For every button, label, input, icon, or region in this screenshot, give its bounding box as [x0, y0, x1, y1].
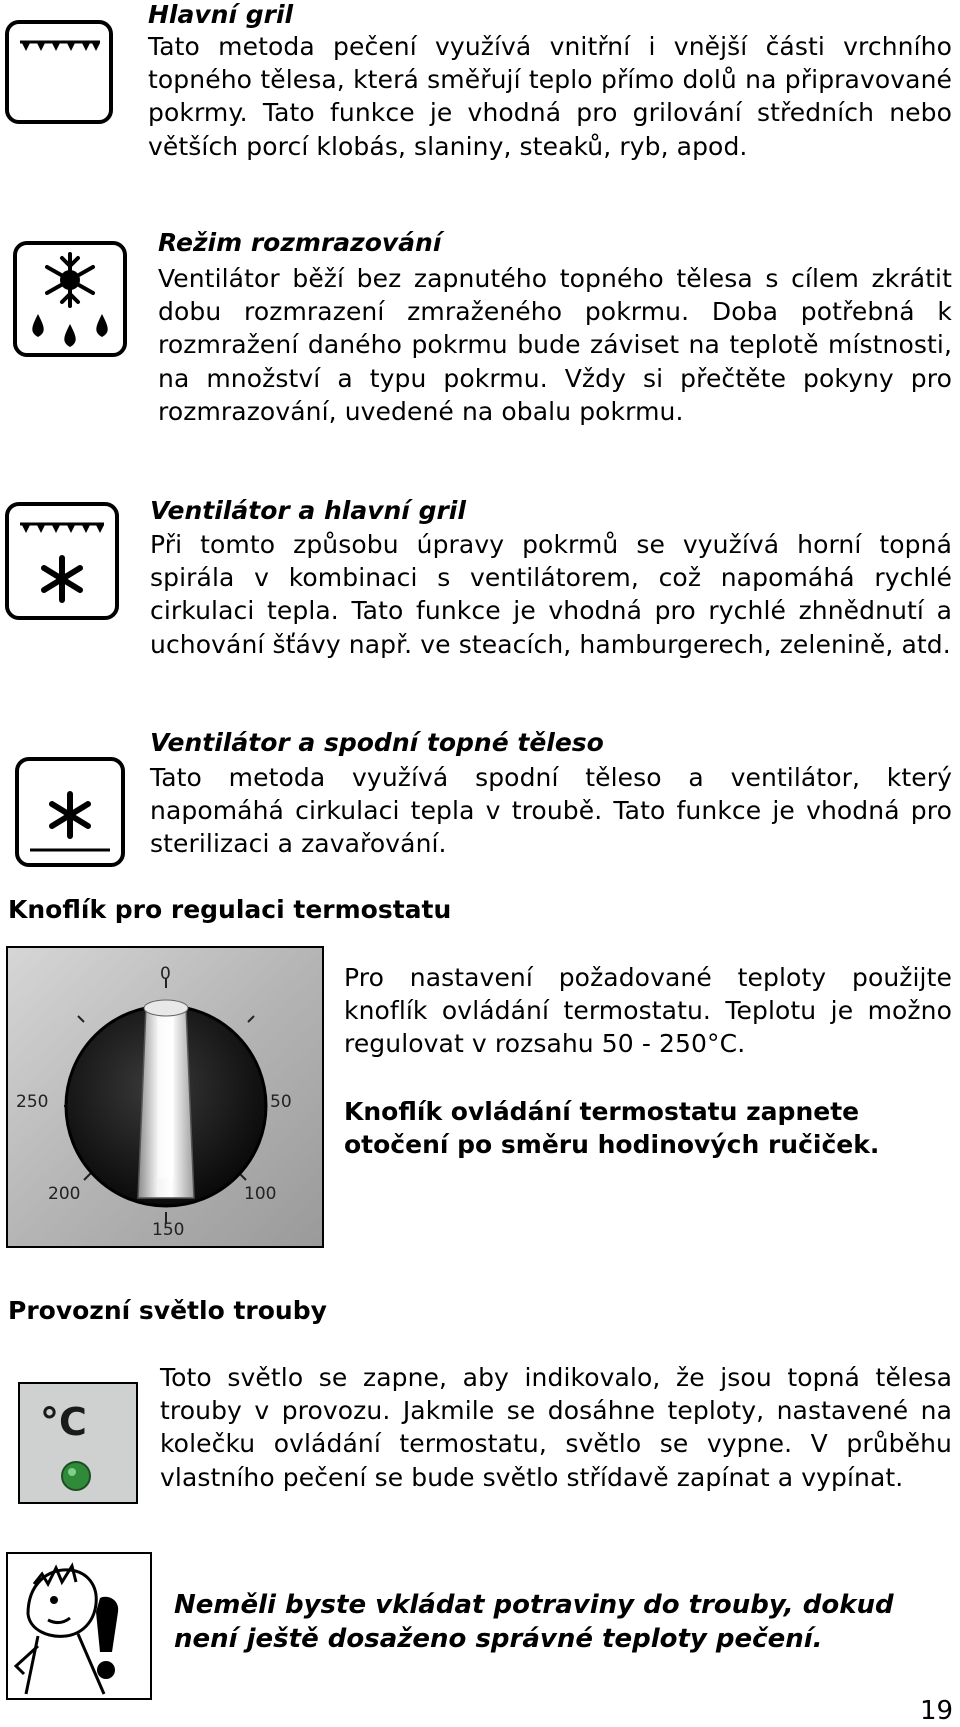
section-text-termostat: Pro nastavení požadované teploty použijte knoflík ovládání termostatu. Teplotu je možno regulovat v rozsahu 50 - 250°C. — [344, 963, 952, 1059]
section-text-svetlo: Toto světlo se zapne, aby indikovalo, že jsou topná tělesa trouby v provozu. Jakmile se dosáhne teploty, nastavené na kolečku ovládání termostatu, světlo se vypne. V průběhu vlastního pečení se bude světlo střídavě zapínat a vypínat. — [160, 1363, 952, 1492]
section-title-rozmrazovani: Režim rozmrazování — [158, 228, 442, 257]
section-text-ventilator-spodni: Tato metoda využívá spodní těleso a ventilátor, který napomáhá cirkulaci tepla v troubě. Tato funkce je vhodná pro sterilizaci a zavařování. — [150, 763, 952, 859]
dial-label-150: 150 — [152, 1220, 185, 1240]
dial-label-250: 250 — [16, 1092, 49, 1112]
warning-text: Neměli byste vkládat potraviny do trouby, dokud není ještě dosaženo správné teploty pečení. — [174, 1590, 894, 1654]
section-text-rozmrazovani: Ventilátor běží bez zapnutého topného tělesa s cílem zkrátit dobu rozmrazení zmraženého pokrmu. Doba potřebná k rozmražení daného pokrmu bude záviset na teplotě místnosti, na množství a typu pokrmu. Vždy si přečtěte pokyny pro rozmrazování, uvedené na obalu pokrmu. — [158, 264, 952, 426]
dial-label-100: 100 — [244, 1184, 277, 1204]
indicator-light-image — [18, 1382, 138, 1504]
fan-bottom-heat-icon — [14, 756, 128, 870]
fan-grill-icon — [4, 500, 122, 622]
defrost-icon — [12, 240, 130, 360]
thermostat-dial-image — [6, 946, 324, 1248]
section-title-hlavni-gril: Hlavní gril — [148, 0, 294, 29]
section-bold-termostat: Knoflík ovládání termostatu zapnete otočení po směru hodinových ručiček. — [344, 1097, 880, 1159]
section-title-ventilator-spodni: Ventilátor a spodní topné těleso — [150, 728, 604, 757]
section-text-hlavni-gril: Tato metoda pečení využívá vnitřní i vnější části vrchního topného tělesa, která směřují teplo přímo dolů na připravované pokrmy. Tato funkce je vhodná pro grilování středních nebo větších porcí klobás, slaniny, steaků, ryb, apod. — [148, 32, 952, 161]
section-title-svetlo: Provozní světlo trouby — [8, 1296, 327, 1325]
section-title-termostat: Knoflík pro regulaci termostatu — [8, 895, 452, 924]
dial-label-0: 0 — [160, 964, 171, 984]
celsius-symbol: °C — [40, 1400, 87, 1444]
section-text-ventilator-gril: Při tomto způsobu úpravy pokrmů se využívá horní topná spirála v kombinaci s ventilátorem, což napomáhá rychlé cirkulaci tepla. Tato funkce je vhodná pro rychlé zhnědnutí a uchování šťávy např. ve steacích, hamburgerech, zelenině, atd. — [150, 530, 952, 659]
green-light-icon — [60, 1460, 92, 1492]
dial-label-50: 50 — [270, 1092, 292, 1112]
top-grill-icon — [4, 18, 116, 128]
page-number: 19 — [920, 1696, 954, 1726]
warning-man-icon — [6, 1552, 152, 1700]
section-title-ventilator-gril: Ventilátor a hlavní gril — [150, 496, 466, 525]
dial-label-200: 200 — [48, 1184, 81, 1204]
